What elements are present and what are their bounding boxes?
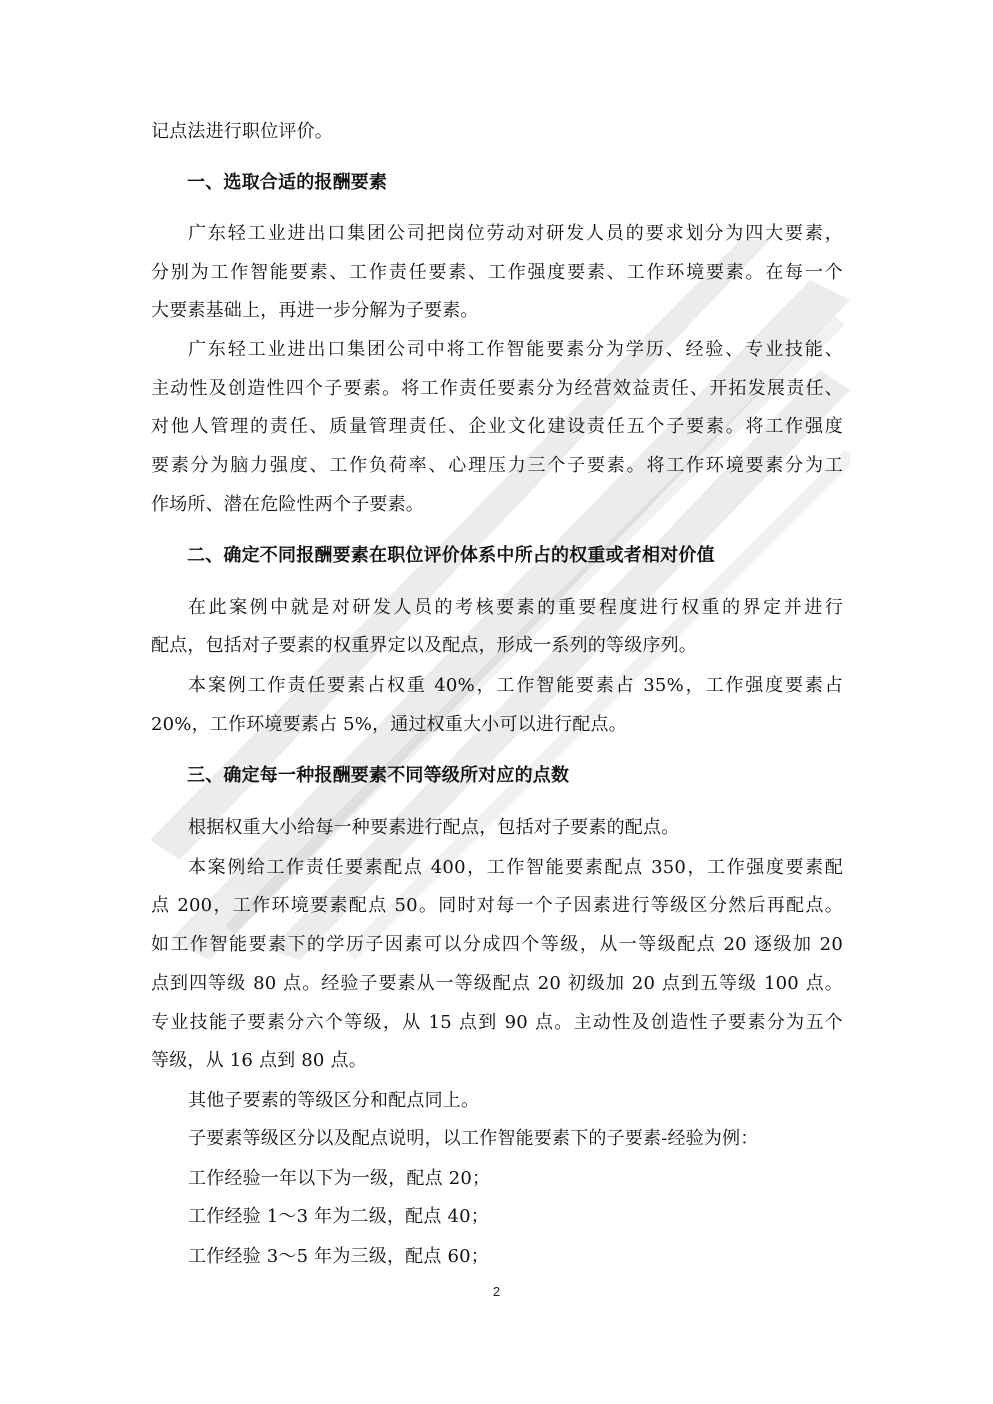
body-line: 专业技能子要素分六个等级，从 15 点到 90 点。主动性及创造性子要素分为五个 [151,1012,843,1033]
body-line: 工作经验一年以下为一级，配点 20； [188,1168,491,1189]
body-line: 点 200，工作环境要素配点 50。同时对每一个子因素进行等级区分然后再配点。 [151,895,843,916]
body-line: 广东轻工业进出口集团公司中将工作智能要素分为学历、经验、专业技能、 [188,339,843,360]
body-line: 记点法进行职位评价。 [151,121,333,142]
body-line: 广东轻工业进出口集团公司把岗位劳动对研发人员的要求划分为四大要素， [188,223,843,244]
section-heading: 二、确定不同报酬要素在职位评价体系中所占的权重或者相对价值 [187,545,715,566]
body-line: 对他人管理的责任、质量管理责任、企业文化建设责任五个子要素。将工作强度 [151,416,843,437]
body-line: 工作经验 1～3 年为二级，配点 40； [188,1206,489,1227]
body-line: 主动性及创造性四个子要素。将工作责任要素分为经营效益责任、开拓发展责任、 [151,378,843,399]
body-line: 20%，工作环境要素占 5%，通过权重大小可以进行配点。 [151,714,627,735]
body-line: 大要素基础上，再进一步分解为子要素。 [151,300,479,321]
section-heading: 三、确定每一种报酬要素不同等级所对应的点数 [187,765,570,786]
body-line: 本案例工作责任要素占权重 40%，工作智能要素占 35%，工作强度要素占 [188,675,843,696]
body-line: 要素分为脑力强度、工作负荷率、心理压力三个子要素。将工作环境要素分为工 [151,455,843,476]
body-line: 其他子要素的等级区分和配点同上。 [188,1090,480,1111]
body-line: 作场所、潜在危险性两个子要素。 [151,494,424,515]
section-heading: 一、选取合适的报酬要素 [187,172,388,193]
body-line: 如工作智能要素下的学历子因素可以分成四个等级，从一等级配点 20 逐级加 20 [151,934,843,955]
body-line: 分别为工作智能要素、工作责任要素、工作强度要素、工作环境要素。在每一个 [151,262,843,283]
body-line: 根据权重大小给每一种要素进行配点，包括对子要素的配点。 [188,817,680,838]
page-number: 2 [492,1284,501,1299]
body-line: 工作经验 3～5 年为三级，配点 60； [188,1246,489,1267]
body-line: 本案例给工作责任要素配点 400，工作智能要素配点 350，工作强度要素配 [188,857,843,878]
body-line: 等级，从 16 点到 80 点。 [151,1050,367,1071]
body-line: 在此案例中就是对研发人员的考核要素的重要程度进行权重的界定并进行 [188,597,843,618]
body-line: 配点，包括对子要素的权重界定以及配点，形成一系列的等级序列。 [151,635,697,656]
body-line: 点到四等级 80 点。经验子要素从一等级配点 20 初级加 20 点到五等级 100 点。 [151,973,843,994]
body-line: 子要素等级区分以及配点说明，以工作智能要素下的子要素-经验为例： [188,1128,759,1149]
